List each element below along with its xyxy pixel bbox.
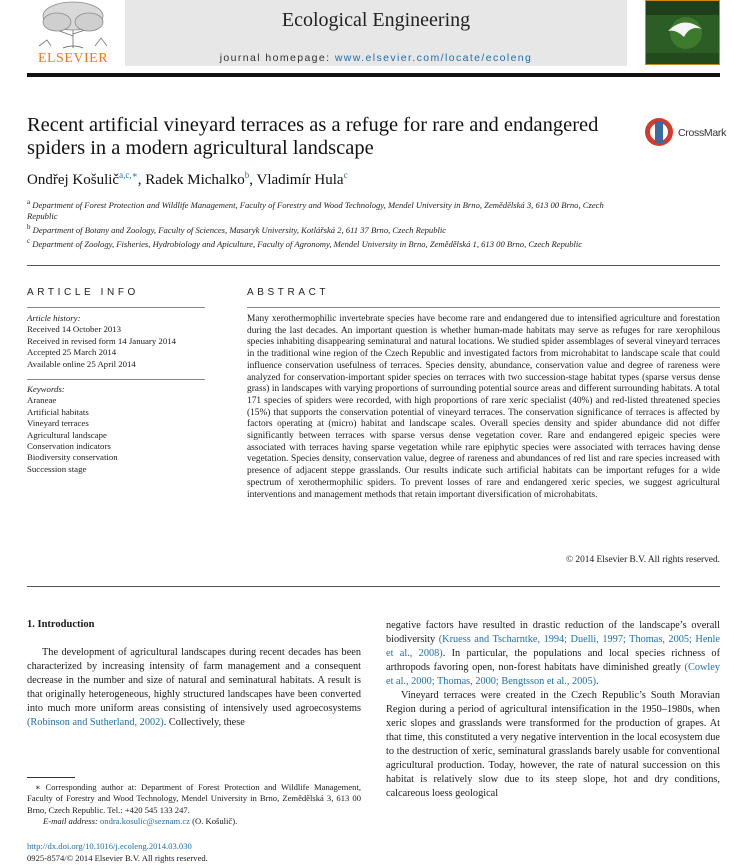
abstract-bottom-divider: [27, 586, 720, 587]
paragraph: The development of agricultural landscapes during recent decades has been characterized by increasing intensity of farm management and a consequent decrease in the number and size of natural and seminatural habitats. A result is that originally heterogeneous, highly structured landscapes have been converted into much more uniform areas consisting of intensively used agroecosystems (Robinson and Sutherland, 2002). Collectively, these: [27, 647, 361, 728]
journal-cover-thumbnail[interactable]: [645, 0, 720, 65]
homepage-label: journal homepage:: [219, 52, 331, 64]
publisher-name: ELSEVIER: [37, 51, 109, 66]
abstract-text: Many xerothermophilic invertebrate species have become rare and endangered due to intensified agriculture and forestation during the last decades. An important question is whether human-made habitats may serve as refuges for rare xerophilous species inhabiting disappearing seminatural and natural locations. We studied spider assemblages of several vineyard terraces in the traditional wine region of the Czech Republic and investigated factors from microhabitat to landscape scale that could influence conservation usefulness of terraces. Species density, abundance, conservation value and degree of rareness were analyzed for conservation-important spider species on terraces with two succession-stage habitat types (sparse versus dense grass) in landscapes with varying proportions of surrounding potential source areas and different surrounding habitats. A total 171 species of spiders were recorded, with high proportions of rare xeric specialist (40%) and red-listed threatened species (15%) that supports the conservation potential of vineyard terraces. The conservation significance of terraces is affected by factors operating at (micro) habitat and landscape scales. Overall species density and spider abundance did not differ significantly between terraces with sparse versus dense vegetation cover. Rare and endangered epigeic species were associated with terraces having sparse vegetation while rare epiphytic species were associated with terraces having dense vegetation. Species density, conservation value, degree of rareness and abundances of red list and rare species increased with presence of adjacent steppe grasslands. Our results indicate such artificial habitats can be important refuges for a wide spectrum of xerothermophilic spiders. To prevent losses of rare and endangered xeric species, we suggest agricultural interventions and management methods that retain important diversification of microhabitats.: [247, 314, 720, 500]
author-email-link[interactable]: ondra.kosulic@seznam.cz: [99, 815, 190, 826]
author-affiliation-marker[interactable]: a,c,∗: [119, 170, 138, 180]
keyword-item: Agricultural landscape: [27, 429, 107, 440]
paragraph: Vineyard terraces were created in the Czech Republic’s South Moravian Region during a period of agricultural intensification in the 1950–1980s, when xeric slopes and grasslands were transformed for the production of grapes. At that time, this constituted a very negative intervention in the local ecosystem due to the destruction of xeric, seminatural grasslands barely usable for conventional agricultural production. Today, however, the rate of natural succession on this habitat is relatively slow due to its steep slope, hot and dry conditions, calcareous loess geological: [386, 690, 720, 799]
journal-homepage: [125, 52, 627, 64]
history-label: Article history:: [27, 313, 81, 323]
keywords-divider: [27, 379, 205, 380]
history-item: Accepted 25 March 2014: [27, 347, 117, 358]
affiliation-item: $^a$ Department of Forest Protection and Wildlife Management, Faculty of Forestry and Wood Technology, Mendel University in Brno, Zemědělská 3, 613 00 Brno, Czech Republic: [27, 198, 604, 222]
author-name: Ondřej Košulič: [27, 172, 120, 188]
corresponding-author-footnote: [27, 782, 361, 827]
footnote-text: Corresponding author at: Department of Forest Protection and Wildlife Management, Faculty of Forestry and Wood Technology, Mendel University in Brno, Zemědělská 3, 613 00 Brno, Czech Republic. Tel.: +420 545 133 247.: [27, 782, 362, 815]
issn-copyright: 0925-8574/© 2014 Elsevier B.V. All rights reserved.: [27, 853, 208, 863]
keyword-item: Araneae: [27, 395, 57, 406]
article-history: [27, 313, 207, 370]
section-heading-introduction: 1. Introduction: [27, 619, 95, 630]
keyword-item: Artificial habitats: [27, 406, 89, 417]
crossmark-label: CrossMark: [678, 127, 727, 139]
citation-link[interactable]: (Robinson and Sutherland, 2002): [27, 717, 164, 728]
email-label: E-mail address:: [43, 815, 98, 826]
affiliation-list: [27, 197, 627, 250]
history-item: Received in revised form 14 January 2014: [27, 335, 177, 346]
author-name: Vladimír Hula: [256, 172, 344, 188]
affiliation-item: $^c$ Department of Zoology, Fisheries, Hydrobiology and Apiculture, Faculty of Agronomy, Mendel University in Brno, Zemědělská 1, 613 00 Brno, Czech Republic: [27, 237, 583, 250]
abstract-heading: ABSTRACT: [247, 287, 330, 298]
article-info-divider: [27, 307, 205, 308]
citation-link[interactable]: (Cowley et al., 2000; Thomas, 2000; Bengtsson et al., 2005): [386, 662, 720, 687]
doi-link[interactable]: http://dx.doi.org/10.1016/j.ecoleng.2014.03.030: [27, 841, 192, 851]
body-column-left: [27, 646, 361, 730]
keywords-label: Keywords:: [27, 384, 65, 394]
author-affiliation-marker[interactable]: b: [244, 170, 250, 180]
keyword-item: Vineyard terraces: [27, 418, 89, 429]
author-list: Ondřej Košulič$^{a,c,∗}$, Radek Michalko$^b$, Vladimír Hula$^c$: [27, 170, 348, 188]
homepage-link[interactable]: www.elsevier.com/locate/ecoleng: [334, 52, 533, 64]
keyword-item: Conservation indicators: [27, 441, 111, 452]
paper-title: Recent artificial vineyard terraces as a refuge for rare and endangered spiders in a modern agricultural landscape: [27, 114, 599, 159]
author-name: Radek Michalko: [145, 172, 245, 188]
paragraph: negative factors have resulted in drastic reduction of the landscape’s overall biodiversity (Kruess and Tscharntke, 1994; Duelli, 1997; Thomas, 2005; Henle et al., 2008). In particular, the populations and local species richness of arthropods favoring open, non-forest habitats have diminished greatly (Cowley et al., 2000; Thomas, 2000; Bengtsson et al., 2005).: [386, 620, 720, 687]
footnote-marker: ∗: [35, 782, 41, 792]
body-column-right: [386, 619, 720, 801]
history-item: Received 14 October 2013: [27, 324, 122, 335]
affiliation-item: $^b$ Department of Botany and Zoology, Faculty of Sciences, Masaryk University, Kotlářská 2, 611 37 Brno, Czech Republic: [27, 223, 447, 236]
keyword-item: Succession stage: [27, 463, 87, 474]
cover-image-icon: [646, 1, 720, 65]
citation-link[interactable]: (Kruess and Tscharntke, 1994; Duelli, 1997; Thomas, 2005; Henle et al., 2008): [386, 634, 720, 659]
header-divider: [27, 73, 720, 77]
author-affiliation-marker[interactable]: c: [343, 170, 348, 180]
keywords: [27, 384, 207, 475]
journal-title: Ecological Engineering: [281, 9, 471, 31]
title-divider: [27, 265, 720, 266]
abstract-divider: [247, 307, 720, 308]
article-info-heading: ARTICLE INFO: [27, 287, 139, 298]
email-owner: (O. Košulič).: [192, 815, 238, 826]
doi-block: [27, 840, 361, 864]
abstract-copyright: © 2014 Elsevier B.V. All rights reserved.: [565, 555, 720, 565]
footnote-divider: [27, 777, 75, 778]
keyword-item: Biodiversity conservation: [27, 452, 118, 463]
history-item: Available online 25 April 2014: [27, 358, 136, 369]
